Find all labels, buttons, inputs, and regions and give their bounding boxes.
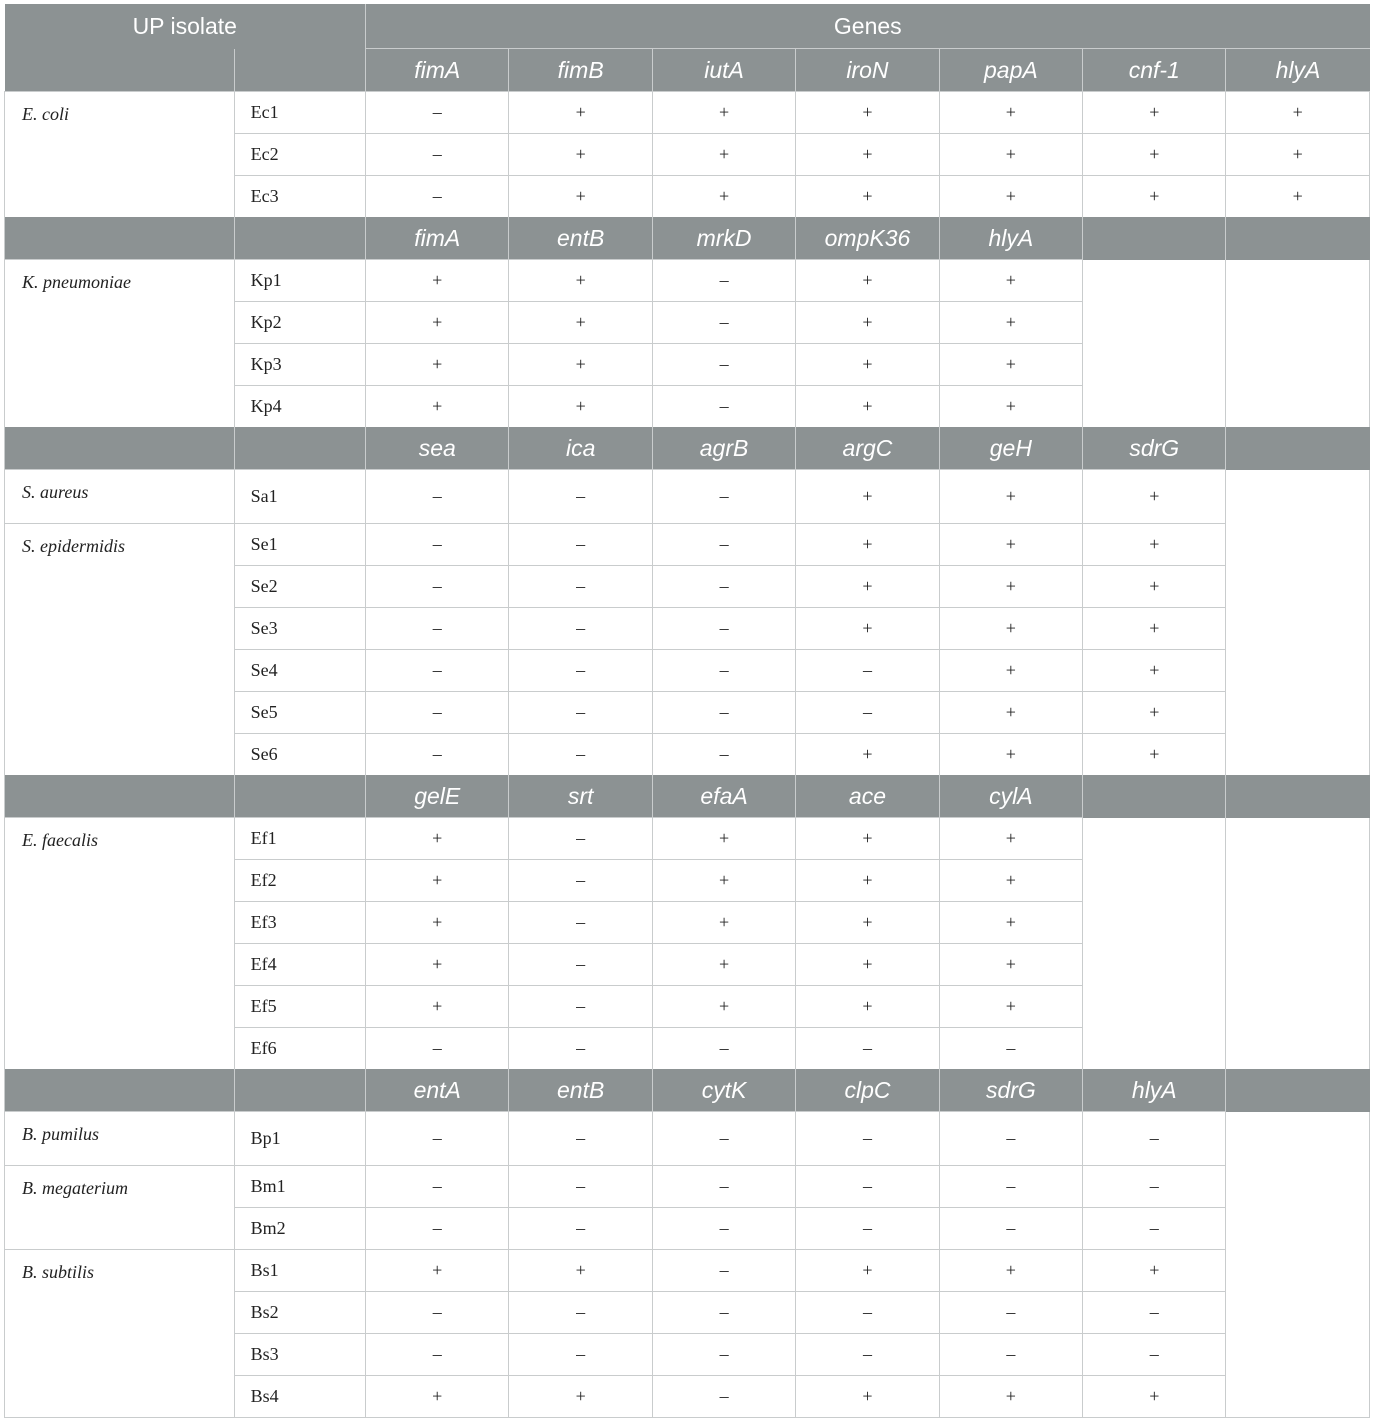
- gene-header-blank: [1083, 217, 1226, 260]
- isolate-id: Bm2: [234, 1208, 365, 1250]
- isolate-id: Sa1: [234, 470, 365, 524]
- gene-result: +: [796, 260, 939, 302]
- gene-result: –: [366, 524, 509, 566]
- gene-result: +: [939, 470, 1082, 524]
- gene-result: –: [366, 470, 509, 524]
- gene-header-row: [5, 1069, 1370, 1112]
- gene-result: +: [1083, 470, 1226, 524]
- gene-result: –: [366, 734, 509, 776]
- isolate-id: Ef1: [234, 818, 365, 860]
- gene-result: +: [796, 986, 939, 1028]
- gene-result: +: [796, 566, 939, 608]
- gene-result: –: [1083, 1166, 1226, 1208]
- gene-result: +: [939, 92, 1082, 134]
- gene-name: fimA: [366, 49, 509, 92]
- gene-result: –: [652, 734, 795, 776]
- gene-result: –: [796, 650, 939, 692]
- gene-result: +: [796, 608, 939, 650]
- empty-cell: [1226, 818, 1370, 1070]
- gene-result: +: [939, 944, 1082, 986]
- gene-result: –: [939, 1292, 1082, 1334]
- gene-result: +: [366, 386, 509, 428]
- gene-result: +: [509, 134, 652, 176]
- gene-result: –: [652, 1208, 795, 1250]
- table-row: [5, 470, 1370, 524]
- gene-result: +: [652, 902, 795, 944]
- species-name: E. coli: [5, 92, 235, 218]
- gene-result: +: [939, 902, 1082, 944]
- gene-result: +: [1083, 566, 1226, 608]
- gene-result: +: [366, 986, 509, 1028]
- gene-result: +: [796, 134, 939, 176]
- gene-result: +: [939, 818, 1082, 860]
- gene-result: +: [509, 1376, 652, 1418]
- gene-result: –: [509, 1112, 652, 1166]
- gene-header-blank: [5, 427, 235, 470]
- gene-result: +: [1226, 134, 1370, 176]
- gene-result: –: [509, 902, 652, 944]
- gene-name: geH: [939, 427, 1082, 470]
- gene-name: entB: [509, 217, 652, 260]
- isolate-id: Kp3: [234, 344, 365, 386]
- isolate-id: Se5: [234, 692, 365, 734]
- gene-header-blank: [5, 775, 235, 818]
- gene-result: +: [796, 734, 939, 776]
- isolate-id: Se6: [234, 734, 365, 776]
- gene-result: +: [939, 566, 1082, 608]
- gene-result: +: [509, 1250, 652, 1292]
- gene-name: mrkD: [652, 217, 795, 260]
- empty-cell: [1226, 1112, 1370, 1418]
- gene-header-row: [5, 427, 1370, 470]
- species-name: S. aureus: [5, 470, 235, 524]
- isolate-id: Ec2: [234, 134, 365, 176]
- gene-result: –: [796, 1334, 939, 1376]
- gene-result: –: [366, 1112, 509, 1166]
- isolate-id: Bs4: [234, 1376, 365, 1418]
- gene-result: +: [509, 302, 652, 344]
- gene-result: –: [796, 1028, 939, 1070]
- gene-result: –: [652, 566, 795, 608]
- isolate-id: Ef6: [234, 1028, 365, 1070]
- gene-result: +: [509, 386, 652, 428]
- isolate-id: Bp1: [234, 1112, 365, 1166]
- gene-result: –: [509, 734, 652, 776]
- gene-result: +: [366, 1250, 509, 1292]
- gene-result: –: [509, 1208, 652, 1250]
- gene-header-blank: [1226, 1069, 1370, 1112]
- gene-result: +: [796, 344, 939, 386]
- gene-result: +: [509, 344, 652, 386]
- gene-result: –: [509, 650, 652, 692]
- species-name: B. pumilus: [5, 1112, 235, 1166]
- gene-result: –: [509, 470, 652, 524]
- gene-result: –: [652, 470, 795, 524]
- species-name: K. pneumoniae: [5, 260, 235, 428]
- gene-result: +: [939, 608, 1082, 650]
- gene-result: –: [1083, 1334, 1226, 1376]
- gene-name: hlyA: [1083, 1069, 1226, 1112]
- gene-result: +: [939, 986, 1082, 1028]
- gene-name: hlyA: [939, 217, 1082, 260]
- gene-result: +: [939, 302, 1082, 344]
- gene-result: –: [652, 260, 795, 302]
- table-row: [5, 818, 1370, 860]
- gene-name: sdrG: [939, 1069, 1082, 1112]
- isolate-id: Se1: [234, 524, 365, 566]
- gene-result: +: [939, 134, 1082, 176]
- gene-result: +: [939, 176, 1082, 218]
- gene-result: –: [366, 92, 509, 134]
- gene-name: entB: [509, 1069, 652, 1112]
- gene-result: +: [652, 986, 795, 1028]
- empty-cell: [1083, 818, 1226, 1070]
- gene-result: +: [939, 860, 1082, 902]
- gene-result: +: [652, 92, 795, 134]
- isolate-id: Bs2: [234, 1292, 365, 1334]
- gene-result: –: [366, 566, 509, 608]
- table-row: [5, 92, 1370, 134]
- gene-result: –: [366, 608, 509, 650]
- gene-result: +: [1083, 524, 1226, 566]
- gene-result: +: [1083, 1376, 1226, 1418]
- gene-header-blank: [234, 775, 365, 818]
- gene-result: +: [796, 92, 939, 134]
- gene-result: –: [366, 1028, 509, 1070]
- gene-name: hlyA: [1226, 49, 1370, 92]
- gene-result: –: [1083, 1292, 1226, 1334]
- gene-header-blank: [1226, 775, 1370, 818]
- gene-name: clpC: [796, 1069, 939, 1112]
- gene-name: efaA: [652, 775, 795, 818]
- gene-result: +: [366, 302, 509, 344]
- gene-result: –: [366, 134, 509, 176]
- gene-result: –: [652, 1250, 795, 1292]
- empty-cell: [1226, 260, 1370, 428]
- gene-result: +: [366, 344, 509, 386]
- gene-result: –: [366, 1292, 509, 1334]
- gene-name: sea: [366, 427, 509, 470]
- gene-result: –: [509, 524, 652, 566]
- gene-result: –: [652, 302, 795, 344]
- gene-name: srt: [509, 775, 652, 818]
- isolate-id: Ef3: [234, 902, 365, 944]
- gene-result: –: [1083, 1112, 1226, 1166]
- gene-name: ica: [509, 427, 652, 470]
- species-name: B. subtilis: [5, 1250, 235, 1418]
- gene-result: +: [1226, 92, 1370, 134]
- gene-name: entA: [366, 1069, 509, 1112]
- gene-name: fimA: [366, 217, 509, 260]
- gene-name: agrB: [652, 427, 795, 470]
- gene-result: +: [1083, 650, 1226, 692]
- gene-result: –: [509, 692, 652, 734]
- gene-result: –: [652, 1376, 795, 1418]
- gene-result: –: [939, 1112, 1082, 1166]
- gene-result: +: [939, 260, 1082, 302]
- gene-result: +: [796, 176, 939, 218]
- isolate-id: Bs3: [234, 1334, 365, 1376]
- gene-result: +: [939, 524, 1082, 566]
- gene-name: ace: [796, 775, 939, 818]
- gene-result: –: [796, 1112, 939, 1166]
- gene-result: +: [1083, 176, 1226, 218]
- gene-result: +: [366, 818, 509, 860]
- gene-name: iroN: [796, 49, 939, 92]
- gene-name: iutA: [652, 49, 795, 92]
- table-header: [5, 4, 1370, 49]
- gene-result: +: [366, 944, 509, 986]
- gene-result: +: [796, 386, 939, 428]
- gene-name: argC: [796, 427, 939, 470]
- isolate-id: Ec3: [234, 176, 365, 218]
- gene-result: –: [509, 1292, 652, 1334]
- gene-result: –: [652, 344, 795, 386]
- isolate-id: Ef2: [234, 860, 365, 902]
- species-name: B. megaterium: [5, 1166, 235, 1250]
- table-body: [5, 49, 1370, 1418]
- gene-name: gelE: [366, 775, 509, 818]
- gene-result: –: [796, 692, 939, 734]
- gene-result: +: [939, 650, 1082, 692]
- gene-result: +: [366, 1376, 509, 1418]
- gene-result: –: [796, 1208, 939, 1250]
- gene-result: +: [652, 134, 795, 176]
- isolate-id: Bs1: [234, 1250, 365, 1292]
- gene-result: +: [939, 734, 1082, 776]
- table-row: [5, 1166, 1370, 1208]
- gene-result: –: [652, 1292, 795, 1334]
- gene-header-blank: [5, 217, 235, 260]
- gene-header-blank: [1226, 217, 1370, 260]
- gene-result: +: [1083, 1250, 1226, 1292]
- gene-result: –: [652, 1334, 795, 1376]
- isolate-id: Se3: [234, 608, 365, 650]
- gene-result: +: [652, 944, 795, 986]
- gene-result: –: [652, 692, 795, 734]
- gene-result: +: [366, 260, 509, 302]
- gene-result: +: [366, 902, 509, 944]
- species-name: E. faecalis: [5, 818, 235, 1070]
- gene-result: +: [796, 302, 939, 344]
- gene-result: –: [366, 176, 509, 218]
- gene-result: +: [1083, 692, 1226, 734]
- gene-result: –: [509, 1028, 652, 1070]
- gene-result: +: [509, 260, 652, 302]
- isolate-id: Kp1: [234, 260, 365, 302]
- gene-name: cylA: [939, 775, 1082, 818]
- gene-header-blank: [234, 217, 365, 260]
- gene-result: –: [652, 608, 795, 650]
- gene-result: +: [939, 692, 1082, 734]
- gene-result: +: [1083, 92, 1226, 134]
- gene-name: ompK36: [796, 217, 939, 260]
- gene-result: –: [366, 1208, 509, 1250]
- gene-header-blank: [5, 1069, 235, 1112]
- gene-result: +: [796, 1250, 939, 1292]
- empty-cell: [1083, 260, 1226, 428]
- gene-result: –: [509, 566, 652, 608]
- gene-result: –: [939, 1028, 1082, 1070]
- gene-result: +: [1083, 734, 1226, 776]
- gene-result: –: [366, 692, 509, 734]
- gene-header-blank: [1226, 427, 1370, 470]
- gene-result: –: [366, 650, 509, 692]
- gene-result: +: [939, 1376, 1082, 1418]
- gene-result: –: [652, 650, 795, 692]
- gene-result: +: [1083, 608, 1226, 650]
- gene-result: +: [652, 818, 795, 860]
- gene-result: –: [652, 524, 795, 566]
- virulence-gene-table: [4, 4, 1370, 1418]
- gene-result: +: [939, 1250, 1082, 1292]
- gene-result: –: [1083, 1208, 1226, 1250]
- gene-result: +: [1083, 134, 1226, 176]
- empty-cell: [1226, 470, 1370, 776]
- gene-result: –: [509, 608, 652, 650]
- gene-result: +: [796, 818, 939, 860]
- species-name: S. epidermidis: [5, 524, 235, 776]
- gene-result: +: [366, 860, 509, 902]
- isolate-id: Ef5: [234, 986, 365, 1028]
- isolate-id: Bm1: [234, 1166, 365, 1208]
- gene-result: +: [509, 92, 652, 134]
- gene-result: +: [509, 176, 652, 218]
- gene-result: +: [652, 176, 795, 218]
- gene-header-row: [5, 775, 1370, 818]
- gene-result: +: [796, 860, 939, 902]
- isolate-id: Ef4: [234, 944, 365, 986]
- gene-name: cytK: [652, 1069, 795, 1112]
- gene-result: –: [509, 860, 652, 902]
- isolate-id: Kp2: [234, 302, 365, 344]
- gene-result: –: [796, 1166, 939, 1208]
- gene-header-blank: [234, 1069, 365, 1112]
- gene-header-blank: [234, 427, 365, 470]
- up-isolate-header: UP isolate: [5, 4, 366, 49]
- gene-result: –: [509, 1166, 652, 1208]
- gene-result: +: [796, 1376, 939, 1418]
- isolate-id: Se4: [234, 650, 365, 692]
- gene-name: sdrG: [1083, 427, 1226, 470]
- gene-result: –: [652, 1166, 795, 1208]
- gene-result: –: [652, 1028, 795, 1070]
- gene-result: –: [939, 1166, 1082, 1208]
- gene-result: +: [796, 524, 939, 566]
- gene-result: –: [939, 1208, 1082, 1250]
- gene-result: +: [1226, 176, 1370, 218]
- gene-result: +: [939, 344, 1082, 386]
- gene-result: –: [366, 1334, 509, 1376]
- isolate-id: Ec1: [234, 92, 365, 134]
- gene-result: +: [796, 902, 939, 944]
- genes-header: Genes: [366, 4, 1370, 49]
- gene-name: papA: [939, 49, 1082, 92]
- gene-result: –: [509, 1334, 652, 1376]
- isolate-id: Se2: [234, 566, 365, 608]
- table-row: [5, 260, 1370, 302]
- gene-header-row: [5, 49, 1370, 92]
- gene-result: –: [939, 1334, 1082, 1376]
- gene-name: fimB: [509, 49, 652, 92]
- gene-result: –: [652, 1112, 795, 1166]
- gene-result: –: [509, 986, 652, 1028]
- table-row: [5, 1250, 1370, 1292]
- gene-header-row: [5, 217, 1370, 260]
- gene-result: –: [509, 944, 652, 986]
- gene-result: +: [796, 470, 939, 524]
- gene-result: –: [366, 1166, 509, 1208]
- gene-header-blank: [5, 49, 235, 92]
- gene-result: +: [939, 386, 1082, 428]
- gene-result: +: [652, 860, 795, 902]
- gene-header-blank: [234, 49, 365, 92]
- gene-result: +: [796, 944, 939, 986]
- gene-result: –: [652, 386, 795, 428]
- gene-result: –: [509, 818, 652, 860]
- isolate-id: Kp4: [234, 386, 365, 428]
- table-row: [5, 1112, 1370, 1166]
- gene-result: –: [796, 1292, 939, 1334]
- gene-name: cnf-1: [1083, 49, 1226, 92]
- gene-header-blank: [1083, 775, 1226, 818]
- table-row: [5, 524, 1370, 566]
